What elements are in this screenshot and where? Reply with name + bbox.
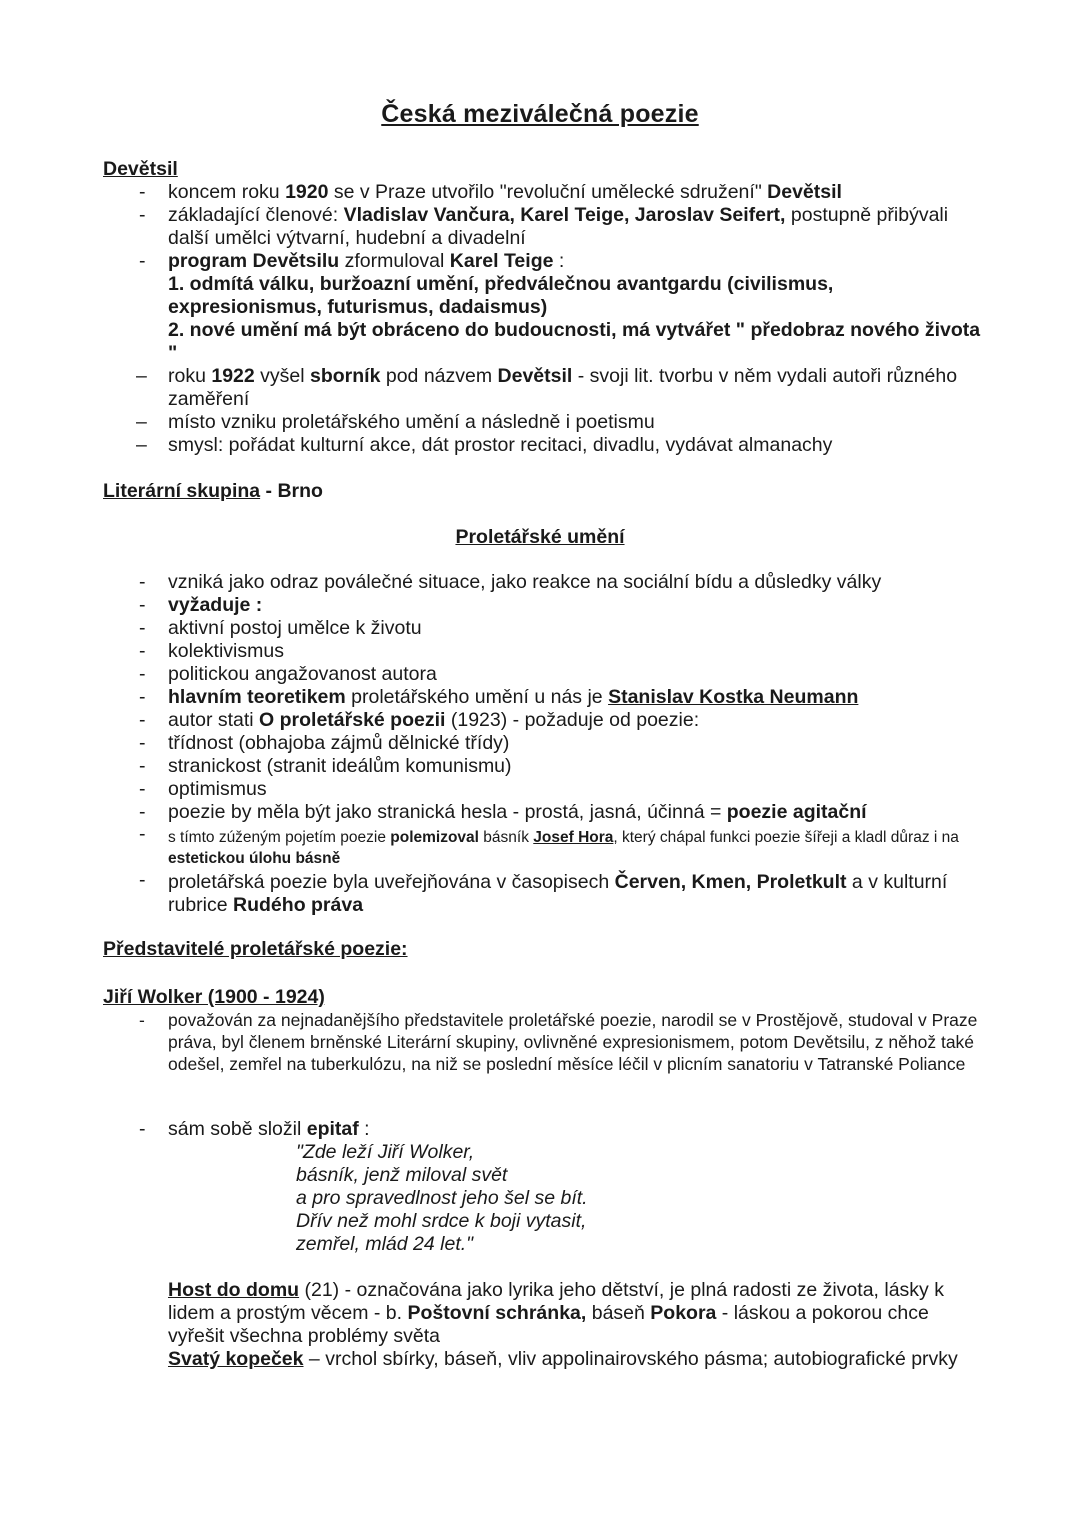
epitaf-poem bbox=[296, 1141, 588, 1256]
list-item: - stranickost (stranit ideálům komunismu) bbox=[0, 755, 1080, 778]
list-item: - aktivní postoj umělce k životu bbox=[0, 617, 1080, 640]
list-item: - hlavním teoretikem proletářského umění u nás je Stanislav Kostka Neumann bbox=[0, 686, 1080, 709]
section-heading-wolker: Jiří Wolker (1900 - 1924) bbox=[103, 986, 325, 1008]
list-item: - poezie by měla být jako stranická hesla - prostá, jasná, účinná = poezie agitační bbox=[0, 801, 1080, 824]
list-item: - základající členové: Vladislav Vančura, Karel Teige, Jaroslav Seifert, postupně přibývali další umělci výtvarní, hudební a divadelní bbox=[0, 204, 1080, 250]
poem-line: zemřel, mlád 24 let." bbox=[296, 1233, 474, 1255]
list-item: - optimismus bbox=[0, 778, 1080, 801]
poem-line: "Zde leží Jiří Wolker, bbox=[296, 1141, 475, 1163]
section-heading-predstavitele: Představitelé proletářské poezie: bbox=[103, 938, 408, 960]
section-heading-proletarske-umeni: Proletářské umění bbox=[455, 526, 625, 548]
list-item: – roku 1922 vyšel sborník pod názvem Devětsil - svoji lit. tvorbu v něm vydali autoři různého zaměření bbox=[0, 365, 1080, 411]
wolker-epitaf-list bbox=[0, 1118, 1080, 1141]
svaty-kopecek-title: Svatý kopeček bbox=[168, 1348, 304, 1370]
list-item: - vzniká jako odraz poválečné situace, jako reakce na sociální bídu a důsledky války bbox=[0, 571, 1080, 594]
list-item: – smysl: pořádat kulturní akce, dát prostor recitaci, divadlu, vydávat almanachy bbox=[0, 434, 1080, 457]
list-item: - autor stati O proletářské poezii (1923) - požaduje od poezie: bbox=[0, 709, 1080, 732]
list-item: – místo vzniku proletářského umění a následně i poetismu bbox=[0, 411, 1080, 434]
program-point-1: 1. odmítá válku, buržoazní umění, předválečnou avantgardu (civilismus, expresionismus, futurismus, dadaismus) bbox=[168, 273, 834, 318]
section-heading-literarni-skupina: Literární skupina - Brno bbox=[103, 480, 323, 502]
list-item: - koncem roku 1920 se v Praze utvořilo "revoluční umělecké sdružení" Devětsil bbox=[0, 181, 1080, 204]
list-item: - proletářská poezie byla uveřejňována v časopisech Červen, Kmen, Proletkult a v kulturní rubrice Rudého práva bbox=[0, 869, 1080, 917]
host-do-domu-paragraph: Host do domu (21) - označována jako lyrika jeho dětství, je plná radosti ze života, lásky k lidem a prostým věcem - b. Poštovní schránka, báseň Pokora - láskou a pokorou chce vyřešit všechna problémy světa Svatý kopeček – vrchol sbírky, báseň, vliv appolinairovského pásma; autobiografické prvky bbox=[168, 1279, 958, 1370]
poem-line: a pro spravedlnost jeho šel se bít. bbox=[296, 1187, 588, 1209]
proletarske-list bbox=[0, 571, 1080, 917]
list-item: - s tímto zúženým pojetím poezie polemizoval básník Josef Hora, který chápal funkci poezie šířeji a kladl důraz i na estetickou úlohu básně bbox=[0, 824, 1080, 869]
list-item: - kolektivismus bbox=[0, 640, 1080, 663]
devetsil-list bbox=[0, 181, 1080, 457]
list-item: - program Devětsilu zformuloval Karel Teige : 1. odmítá válku, buržoazní umění, předválečnou avantgardu (civilismus, expresionismus, futurismus, dadaismus) 2. nové umění má být obráceno do budoucnosti, má vytvářet " předobraz nového života " bbox=[0, 250, 1080, 365]
list-item: - považován za nejnadanějšího představitele proletářské poezie, narodil se v Prostějově, studoval v Praze práva, byl členem brněnské Literární skupiny, ovlivněné expresionismem, potom Devětsilu, z něhož také odešel, zemřel na tuberkulózu, na niž se poslední měsíce léčil v plicním sanatoriu v Tatranské Poliance bbox=[0, 1009, 1080, 1075]
list-item: - třídnost (obhajoba zájmů dělnické třídy) bbox=[0, 732, 1080, 755]
page-title: Česká meziválečná poezie bbox=[381, 100, 699, 128]
program-point-2: 2. nové umění má být obráceno do budoucnosti, má vytvářet " předobraz nového života " bbox=[168, 319, 981, 364]
poem-line: básník, jenž miloval svět bbox=[296, 1164, 508, 1186]
list-item: - sám sobě složil epitaf : bbox=[0, 1118, 1080, 1141]
list-item: - vyžaduje : bbox=[0, 594, 1080, 617]
poem-line: Dřív než mohl srdce k boji vytasit, bbox=[296, 1210, 587, 1232]
wolker-bio-list bbox=[0, 1009, 1080, 1075]
list-item: - politickou angažovanost autora bbox=[0, 663, 1080, 686]
section-heading-devetsil: Devětsil bbox=[103, 158, 178, 180]
